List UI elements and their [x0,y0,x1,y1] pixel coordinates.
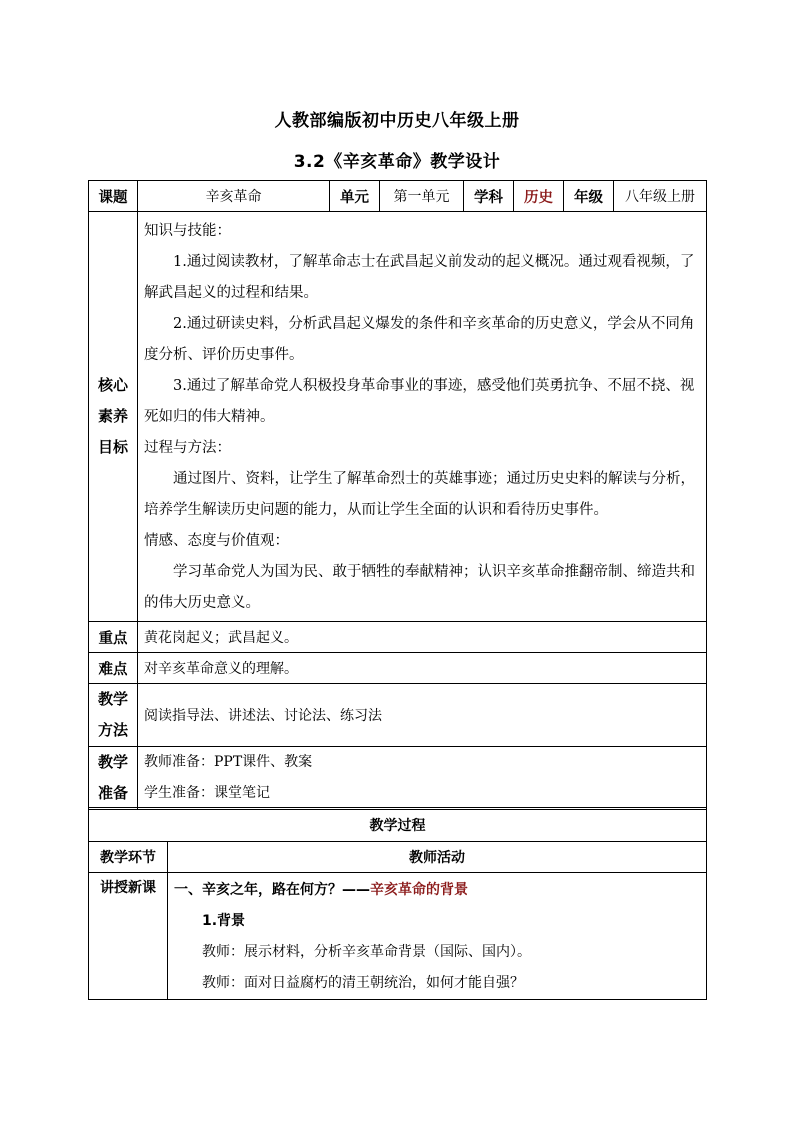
section-title-main: 一、辛亥之年，路在何方？—— [174,882,370,898]
key-points-label: 重点 [89,622,138,653]
difficulty-row [89,653,707,684]
activity-line-1: 教师：展示材料，分析辛亥革命背景（国际、国内）。 [202,944,531,960]
method-label-line-1: 教学 [97,690,128,708]
student-prep: 学生准备：课堂笔记 [144,785,270,801]
difficulty-text: 对辛亥革命意义的理解。 [138,653,707,684]
stage-column-header: 教学环节 [89,842,168,873]
document-title: 人教部编版初中历史八年级上册 [274,111,520,131]
method-label-line-2: 方法 [97,721,128,739]
activity-line-2: 教师：面对日益腐朽的清王朝统治，如何才能自强？ [202,975,524,991]
process-header-row [89,842,707,873]
difficulty-label: 难点 [89,653,138,684]
goals-content [138,212,707,622]
goals-label-line-3: 目标 [97,438,128,456]
key-points-row [89,622,707,653]
process-heading: 过程与方法： [144,440,231,456]
section-title-highlight: 辛亥革命的背景 [370,882,468,898]
knowledge-item-3: 3.通过了解革命党人积极投身革命事业的事迹，感受他们英勇抗争、不屈不挠、视死如归的伟大精神。 [144,378,695,425]
prep-label-line-1: 教学 [97,753,128,771]
teacher-activity [168,873,707,1000]
prep-label [89,747,138,810]
method-row [89,684,707,747]
knowledge-item-1: 1.通过阅读教材，了解革命志士在武昌起义前发动的起义概况。通过观看视频，了解武昌起义的过程和结果。 [144,254,695,301]
process-heading-row [89,808,707,842]
method-text: 阅读指导法、讲述法、讨论法、练习法 [138,684,707,747]
process-row [89,873,707,1000]
teacher-activity-column-header: 教师活动 [168,842,707,873]
unit-label: 单元 [330,181,380,212]
knowledge-heading: 知识与技能： [144,223,231,239]
prep-row [89,747,707,810]
section-title [174,875,700,906]
process-table-heading: 教学过程 [89,808,707,842]
goals-label-line-2: 素养 [97,407,128,425]
info-row [89,181,707,212]
emotion-heading: 情感、态度与价值观： [144,533,289,549]
grade-label: 年级 [564,181,614,212]
sub-heading: 1.背景 [202,913,246,929]
topic-value: 辛亥革命 [138,181,330,212]
unit-value: 第一单元 [380,181,464,212]
grade-value: 八年级上册 [614,181,707,212]
emotion-text: 学习革命党人为国为民、敢于牺牲的奉献精神；认识辛亥革命推翻帝制、缔造共和的伟大历史意义。 [144,564,695,611]
prep-content [138,747,707,810]
goals-row [89,212,707,622]
method-label [89,684,138,747]
prep-label-line-2: 准备 [97,784,128,802]
subject-label: 学科 [464,181,514,212]
goals-label [89,212,138,622]
stage-label: 讲授新课 [89,873,168,1000]
topic-label: 课题 [89,181,138,212]
document-subtitle: 3.2《辛亥革命》教学设计 [293,152,501,172]
knowledge-item-2: 2.通过研读史料，分析武昌起义爆发的条件和辛亥革命的历史意义，学会从不同角度分析、评价历史事件。 [144,316,695,363]
teacher-prep: 教师准备：PPT课件、教案 [144,754,313,770]
lesson-info-table [88,180,707,810]
teaching-process-table [88,807,707,1000]
key-points-text: 黄花岗起义；武昌起义。 [138,622,707,653]
goals-label-line-1: 核心 [97,376,128,394]
process-text: 通过图片、资料，让学生了解革命烈士的英雄事迹；通过历史史料的解读与分析，培养学生解读历史问题的能力，从而让学生全面的认识和看待历史事件。 [144,471,695,518]
subject-value: 历史 [514,181,564,212]
